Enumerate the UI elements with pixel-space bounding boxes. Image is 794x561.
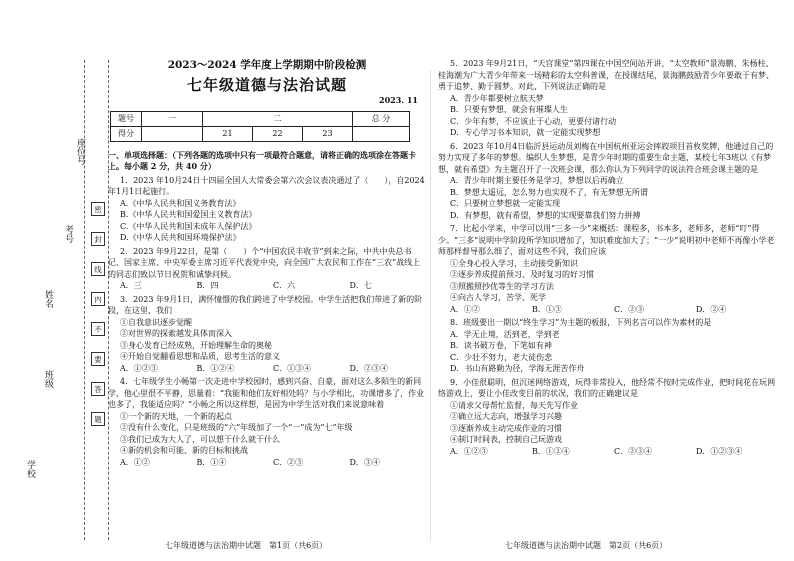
- option: ③身心发育已经成熟，开始理解生命的奥秘: [120, 340, 272, 350]
- option: ①请求父母帮忙监督，每天先写作业: [450, 400, 578, 410]
- score-cell: 总 分: [353, 111, 410, 126]
- section-heading: 一、单项选择题：（下列各题的选项中只有一项最符合题意，请将正确的选项涂在答题卡上。每小题 2 分，共 40 分）: [108, 149, 416, 171]
- question-6: [438, 141, 778, 222]
- question-7: [438, 223, 778, 315]
- answer-choice: B．①③: [532, 304, 562, 314]
- page-footer: 七年级道德与法治期中试题 第2页（共6页）: [505, 541, 668, 550]
- exam-title: 2023～2024 学年度上学期期中阶段检测: [167, 59, 367, 71]
- answer-choice: C．②③: [273, 457, 304, 467]
- option: B．只要有梦想，就会有璀璨人生: [450, 105, 568, 114]
- score-cell: [353, 126, 410, 141]
- page-title: 七年级道德与法治试题: [186, 75, 347, 94]
- question-3: [108, 294, 426, 375]
- option: A.《中华人民共和国义务教育法》: [120, 198, 241, 208]
- question-stem: 3．2023 年9月1日，满怀憧憬的我们跨进了中学校园。中学生活把我们带进了新的阶段，在这里，我们: [108, 294, 423, 315]
- option: C．少年有梦，不应该止于心动，更要付诸行动: [450, 116, 617, 126]
- option-row: [108, 280, 426, 292]
- answer-choice: A．①②: [450, 304, 480, 314]
- answer-row: [438, 304, 778, 316]
- score-cell: 21: [203, 126, 253, 141]
- option: B．读书破万卷，下笔如有神: [450, 341, 552, 350]
- binding-margin: [22, 60, 102, 540]
- seal-char: 密: [91, 202, 105, 216]
- seal-char: 要: [91, 352, 105, 366]
- question-8: [438, 317, 778, 375]
- label-school: 学校: [25, 460, 35, 478]
- option: C.《中华人民共和国未成年人保护法》: [120, 221, 257, 231]
- page-2: [438, 56, 778, 457]
- option: ②确立远大志向，增强学习兴趣: [450, 412, 562, 421]
- question-9: [438, 377, 778, 458]
- option: ②对世界的探索越发具体而深入: [120, 329, 232, 338]
- score-cell: 22: [253, 126, 303, 141]
- question-stem: 7．比起小学来，中学可以用“三多一少”来概括：课程多，书本多，老师多，老师“叮”得少。“三多”说明中学阶段所学知识增加了，知识难度加大了；“一少”说明初中老师不再像小学老师那样督导那么细了，面对这些不同，我们应该: [438, 224, 775, 256]
- seal-char: 不: [91, 322, 105, 336]
- option: ④开始自觉翻看思想和品质，思考生活的意义: [120, 352, 280, 361]
- answer-choice: C．②③④: [614, 446, 653, 456]
- question-stem: 2．2023 年9月22日，是第（ ）个“中国农民丰收节”到来之际，中共中央总书记、国家主席、中央军委主席习近平代表党中央，向全国广大农民和工作在“三农”战线上的同志们致以节日祝贺和诚挚问候。: [108, 246, 421, 279]
- label-exam-number: 考号: [63, 225, 73, 243]
- seal-char: 题: [91, 412, 105, 426]
- exam-date: 2023. 11: [379, 95, 418, 105]
- answer-row: [108, 457, 426, 469]
- question-stem: 9．小佳很聪明，但沉迷网络游戏，玩得非常投入，他经常不按时完成作业，把时间花在玩网络游戏上，要让小佳改变目前的状况，我们的正确建议是: [438, 377, 776, 398]
- option: A．青少年时期主要任务是学习，梦想以后再确立: [450, 176, 624, 185]
- option: ①一个新的天地，一个新的起点: [120, 411, 232, 421]
- option: C．六: [273, 281, 296, 290]
- page-1: [108, 60, 426, 468]
- option: C．少壮不努力，老大徒伤悲: [450, 352, 553, 362]
- page-footer: 七年级道德与法治期中试题 第1页（共6页）: [165, 541, 328, 550]
- score-cell: [142, 126, 203, 141]
- score-cell: 二: [203, 111, 353, 126]
- seal-char: 线: [91, 262, 105, 276]
- answer-choice: D．②④: [696, 304, 727, 314]
- score-cell: 得分: [111, 126, 142, 141]
- answer-choice: B．①②④: [196, 363, 235, 373]
- answer-choice: C．②③: [614, 304, 645, 314]
- option: ④新的机会和可能、新的目标和挑战: [120, 446, 248, 455]
- score-cell: 一: [142, 111, 203, 126]
- option: ④向古人学习，苦学、死学: [450, 293, 546, 302]
- question-4: [108, 376, 426, 468]
- option: D．有梦想，就有希望，梦想的实现要靠我们努力拼搏: [450, 210, 641, 220]
- page-divider: [430, 70, 431, 541]
- question-stem: 4．七年级学生小畅第一次走进中学校园时，感到兴奋、自豪，面对这么多陌生的新同学，他心里很不平静，思量着：“我能和他们友好相处吗？与小学相比，功课增多了，作业也多了，我能适应吗？”小畅之所以这样想，是因为中学生活对我们来说意味着: [108, 377, 425, 409]
- question-stem: 5．2023 年9月21日，“天宫课堂”第四课在中国空间站开讲，“太空教师”景海鹏、朱杨柱、桂海潮为广大青少年带来一场精彩的太空科普课，在授课结尾，景海鹏鼓励青少年要敢于有梦、勇于追梦、勤于圆梦。对此，下列说法正确的是: [438, 59, 774, 91]
- answer-choice: A．①②③: [120, 363, 158, 373]
- option: D.《中华人民共和国环境保护法》: [120, 233, 241, 242]
- answer-choice: B．①②④: [532, 446, 570, 456]
- score-cell: 题号: [111, 111, 142, 126]
- option: ①自我意识逐步觉醒: [120, 317, 192, 327]
- option: ③照搬照抄优等生的学习方法: [450, 281, 554, 291]
- answer-row: [438, 446, 778, 458]
- seal-char: 答: [91, 382, 105, 396]
- option: D．七: [349, 281, 372, 290]
- option: ④制订时间表，控制自己玩游戏: [450, 435, 562, 444]
- seal-line: [84, 60, 85, 540]
- option: C．只要树立梦想就一定能实现: [450, 199, 561, 208]
- answer-choice: D．①②③④: [696, 446, 743, 456]
- option: A．青少年都要树立航天梦: [450, 93, 544, 103]
- label-name: 姓名: [43, 290, 53, 308]
- label-seat-number: 座位号: [75, 138, 85, 165]
- answer-choice: D．②③④: [349, 363, 388, 373]
- option: ③逐渐养成主动完成作业的习惯: [450, 423, 562, 433]
- option: A．学无止境，活到老，学到老: [450, 329, 560, 339]
- option: B．四: [196, 281, 219, 290]
- score-table: [110, 111, 410, 142]
- option: D．专心学习书本知识，就一定能实现梦想: [450, 128, 601, 137]
- option: ②没有什么变化，只是班级的“六”年级加了一个“一”成为“七”年级: [120, 423, 353, 432]
- option: ②逐步养成提前预习、及时复习的好习惯: [450, 270, 594, 279]
- seal-char: 内: [91, 292, 105, 306]
- answer-choice: C．①③④: [273, 363, 312, 373]
- answer-row: [108, 363, 426, 375]
- question-stem: 6．2023 年10月4日临沂县运动员刘梅在中国杭州亚运会摔跤项目首枚奖牌，他通过自己的努力实现了多年的梦想。编织人生梦想，是青少年时期的重要生命主题，某校七年3班以《有梦想，就有希望》为主题召开了一次班会课，那么你认为下列同学的说法符合班会课主题的是: [438, 141, 774, 174]
- score-cell: 23: [303, 126, 353, 141]
- option: A．三: [120, 281, 142, 290]
- answer-choice: D．③④: [349, 457, 380, 467]
- answer-choice: A．①②: [120, 457, 150, 467]
- option: ③我们已成为大人了，可以想干什么就干什么: [120, 434, 280, 444]
- question-stem: 8．班级要出一期以“终生学习”为主题的板报，下列名言可以作为素材的是: [450, 318, 712, 327]
- question-stem: 1．2023 年10月24日十四届全国人大常委会第六次会议表决通过了（ ），自2024年1月1日起施行。: [108, 175, 425, 196]
- seal-char: 封: [91, 232, 105, 246]
- option: ①全身心投入学习，主动接受新知识: [450, 258, 578, 268]
- option: B．梦想太遥远，怎么努力也实现不了，有无梦想无所谓: [450, 187, 648, 197]
- label-class: 班级: [43, 370, 53, 388]
- option: B.《中华人民共和国爱国主义教育法》: [120, 210, 257, 219]
- answer-choice: B．①④: [196, 457, 227, 467]
- answer-choice: A．①②③: [450, 446, 488, 456]
- option: D．书山有路勤为径，学海无涯苦作舟: [450, 364, 585, 373]
- question-2: [108, 246, 426, 292]
- question-5: [438, 58, 778, 139]
- question-1: [108, 175, 426, 244]
